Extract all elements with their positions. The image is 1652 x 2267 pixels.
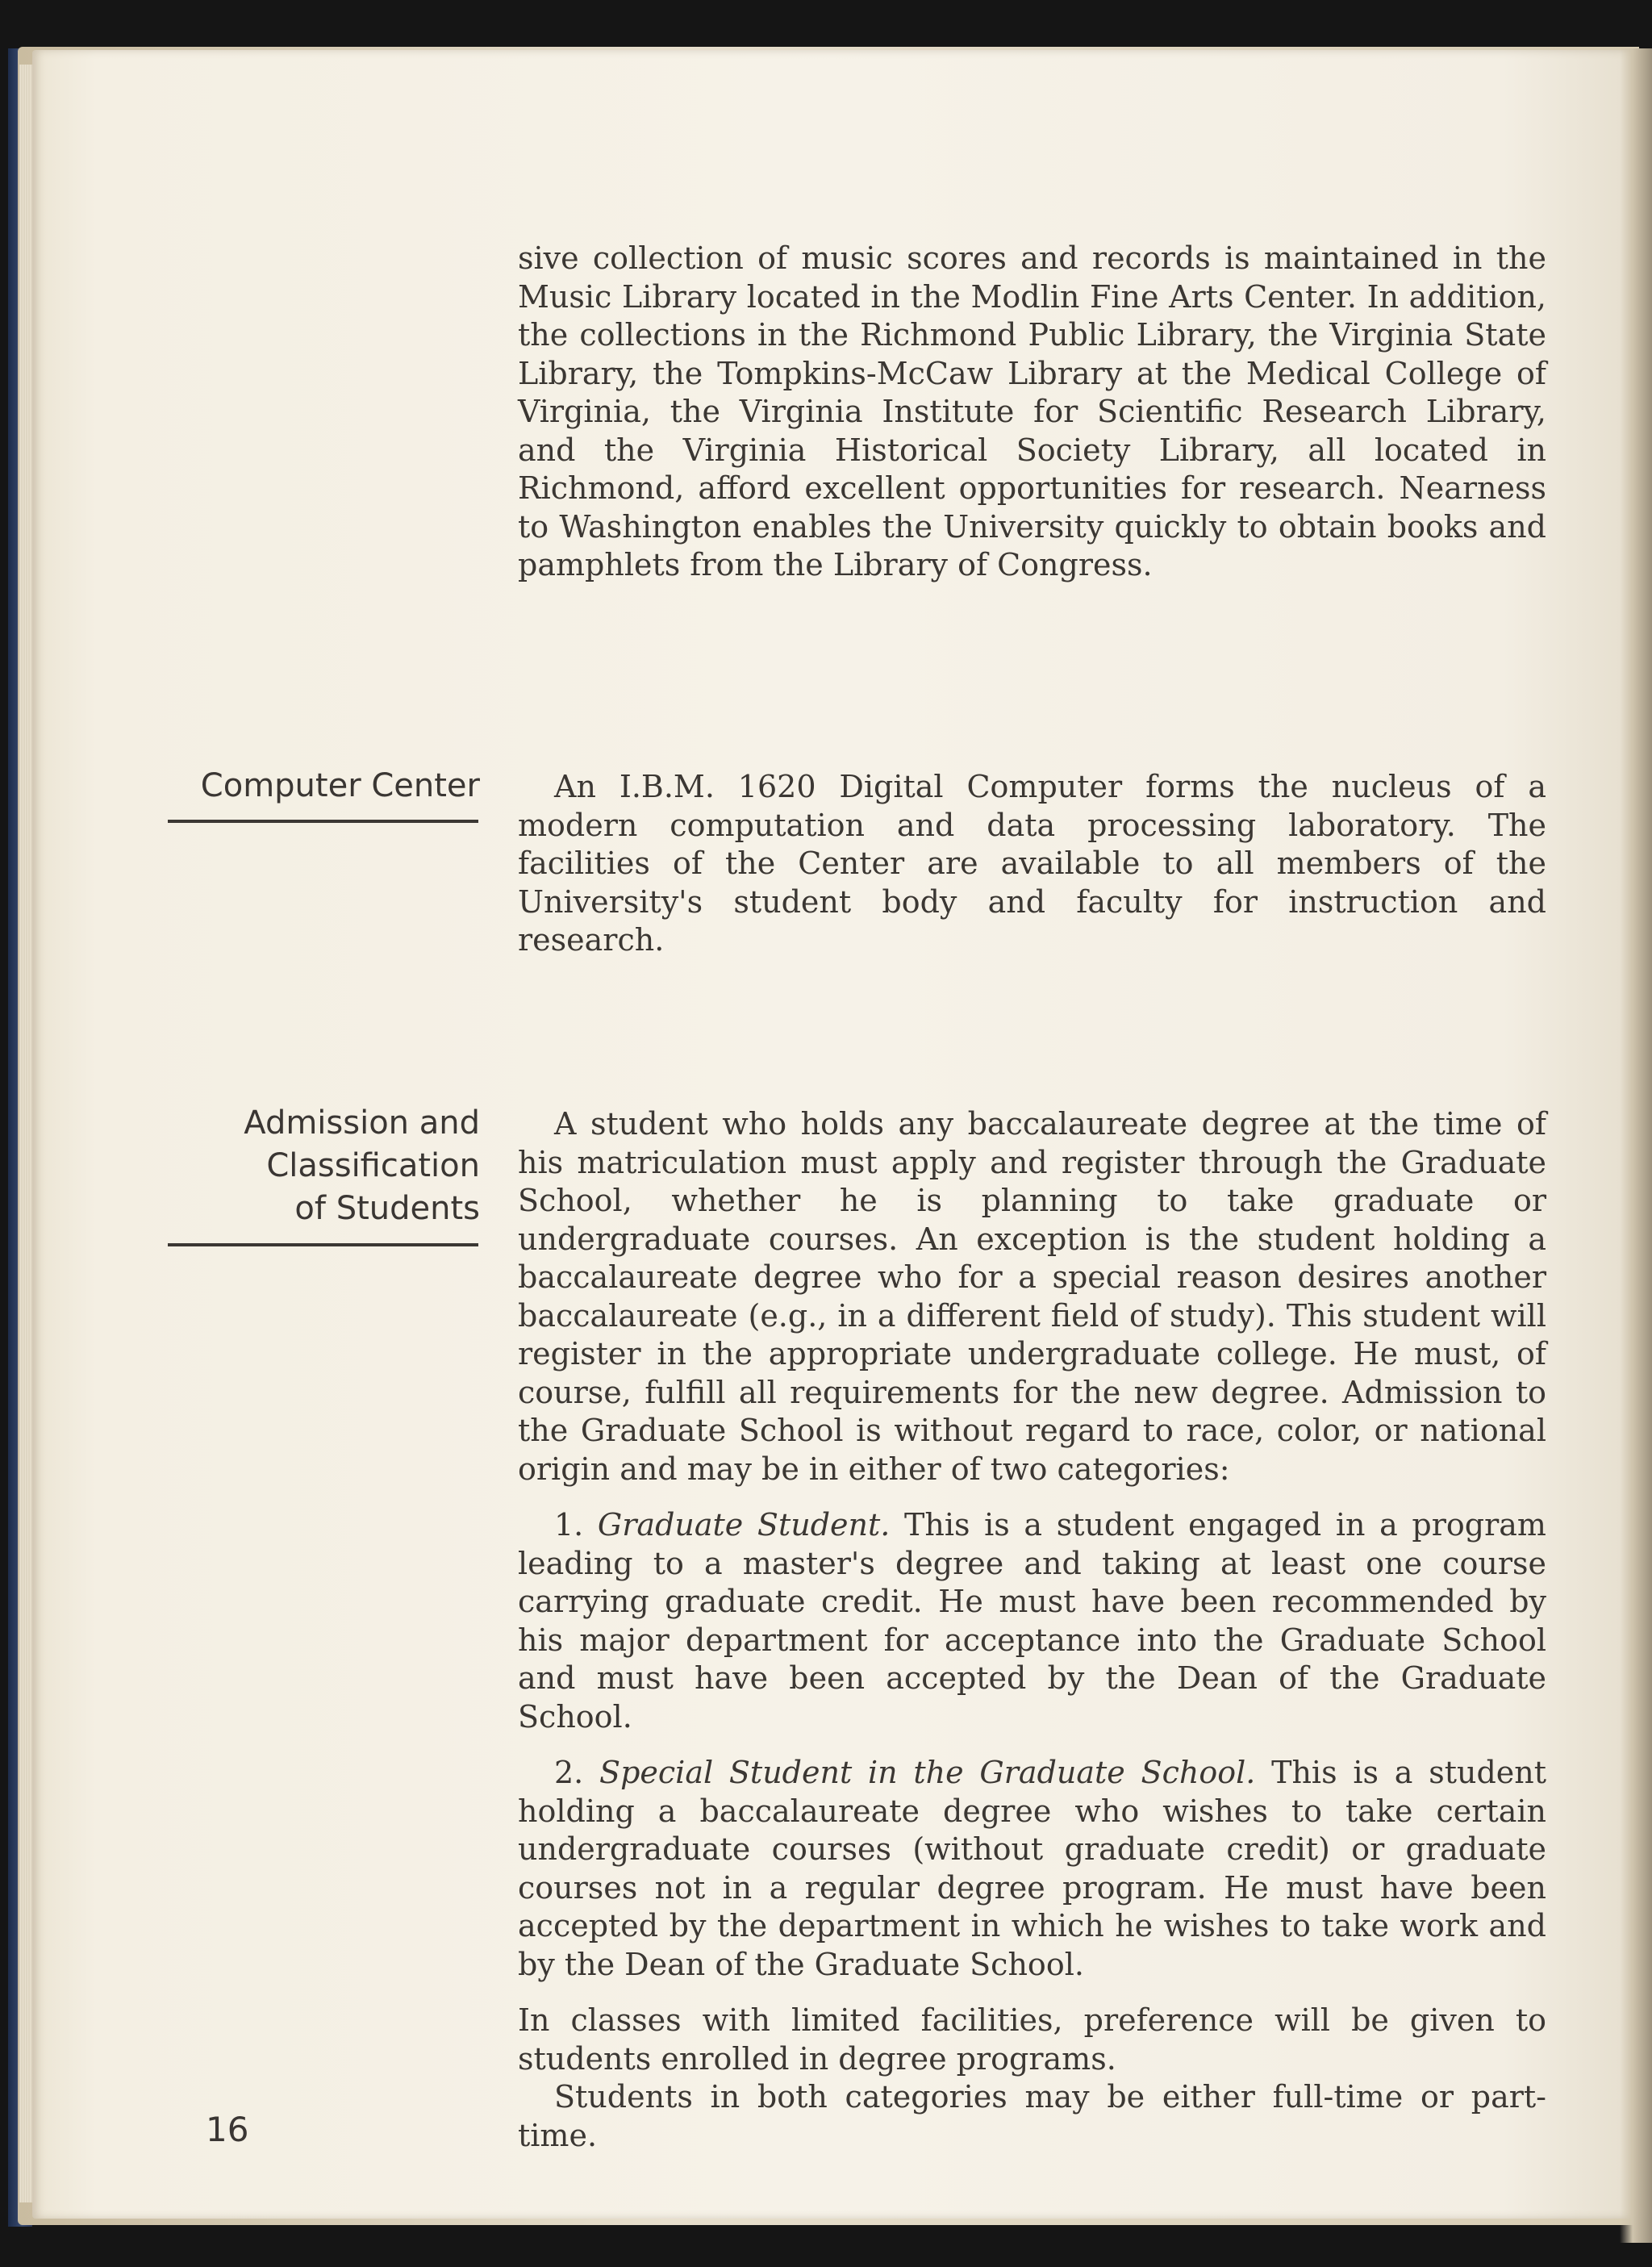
limited-facilities-text: In classes with limited facilities, preference will be given to students enrolled in degree programs. xyxy=(518,2002,1546,2077)
item-1-title: Graduate Student. xyxy=(597,1507,891,1543)
admission-heading-line-2: Classification xyxy=(266,1147,480,1184)
item-2-text: This is a student holding a baccalaureate degree who wishes to take certain undergraduate courses (without graduate credit) or graduate courses not in a regular degree program. He must have been accepted by the department in which he wishes to take work and by the Dean of the Graduate School. xyxy=(518,1755,1546,1982)
admission-item-special-student xyxy=(518,1754,1546,1984)
admission-heading-line-1: Admission and xyxy=(244,1104,480,1142)
admission-item-graduate-student xyxy=(518,1506,1546,1736)
page-number: 16 xyxy=(206,2110,249,2149)
page-fore-edge xyxy=(19,65,32,2202)
both-categories-text: Students in both categories may be either full-time or part-time. xyxy=(518,2079,1546,2153)
admission-body xyxy=(518,1105,1546,2155)
library-paragraph xyxy=(518,240,1546,585)
computer-center-rule xyxy=(168,820,478,823)
computer-center-heading xyxy=(165,765,480,808)
admission-intro: A student who holds any baccalaureate degree at the time of his matriculation must apply and register through the Graduate School, whether he is planning to take graduate or undergraduate courses. An exception is the student holding a baccalaureate degree who for a special reason desires another baccalaureate (e.g., in a different field of study). This student will register in the appropriate undergraduate college. He must, of course, fulfill all requirements for the new degree. Admission to the Graduate School is without regard to race, color, or national origin and may be in either of two categories: xyxy=(518,1106,1546,1487)
item-1-number: 1. xyxy=(554,1507,584,1543)
item-2-title: Special Student in the Graduate School. xyxy=(599,1755,1256,1790)
computer-center-text: An I.B.M. 1620 Digital Computer forms the nucleus of a modern computation and data processing laboratory. The facilities of the Center are available to all members of the University's student body and faculty for instruction and research. xyxy=(518,769,1546,958)
item-1-text: This is a student engaged in a program leading to a master's degree and taking at least one course carrying graduate credit. He must have been recommended by his major department for acceptance into the Graduate School and must have been accepted by the Dean of the Graduate School. xyxy=(518,1507,1546,1735)
computer-center-paragraph xyxy=(518,768,1546,960)
admission-rule xyxy=(168,1243,478,1246)
admission-heading-line-3: of Students xyxy=(294,1190,480,1227)
library-paragraph-text: sive collection of music scores and records is maintained in the Music Library located in the Modlin Fine Arts Center. In addition, the collections in the Richmond Public Library, the Virginia State Library, the Tompkins-McCaw Library at the Medical College of Virginia, the Virginia Institute for Scientific Research Library, and the Virginia Historical Society Library, all located in Richmond, afford excellent opportunities for research. Nearness to Washington enables the University quickly to obtain books and pamphlets from the Library of Congress. xyxy=(518,240,1546,582)
admission-heading xyxy=(165,1102,480,1230)
gutter-shadow xyxy=(1620,48,1652,2243)
computer-center-heading-text: Computer Center xyxy=(200,767,480,804)
item-2-number: 2. xyxy=(554,1755,584,1790)
